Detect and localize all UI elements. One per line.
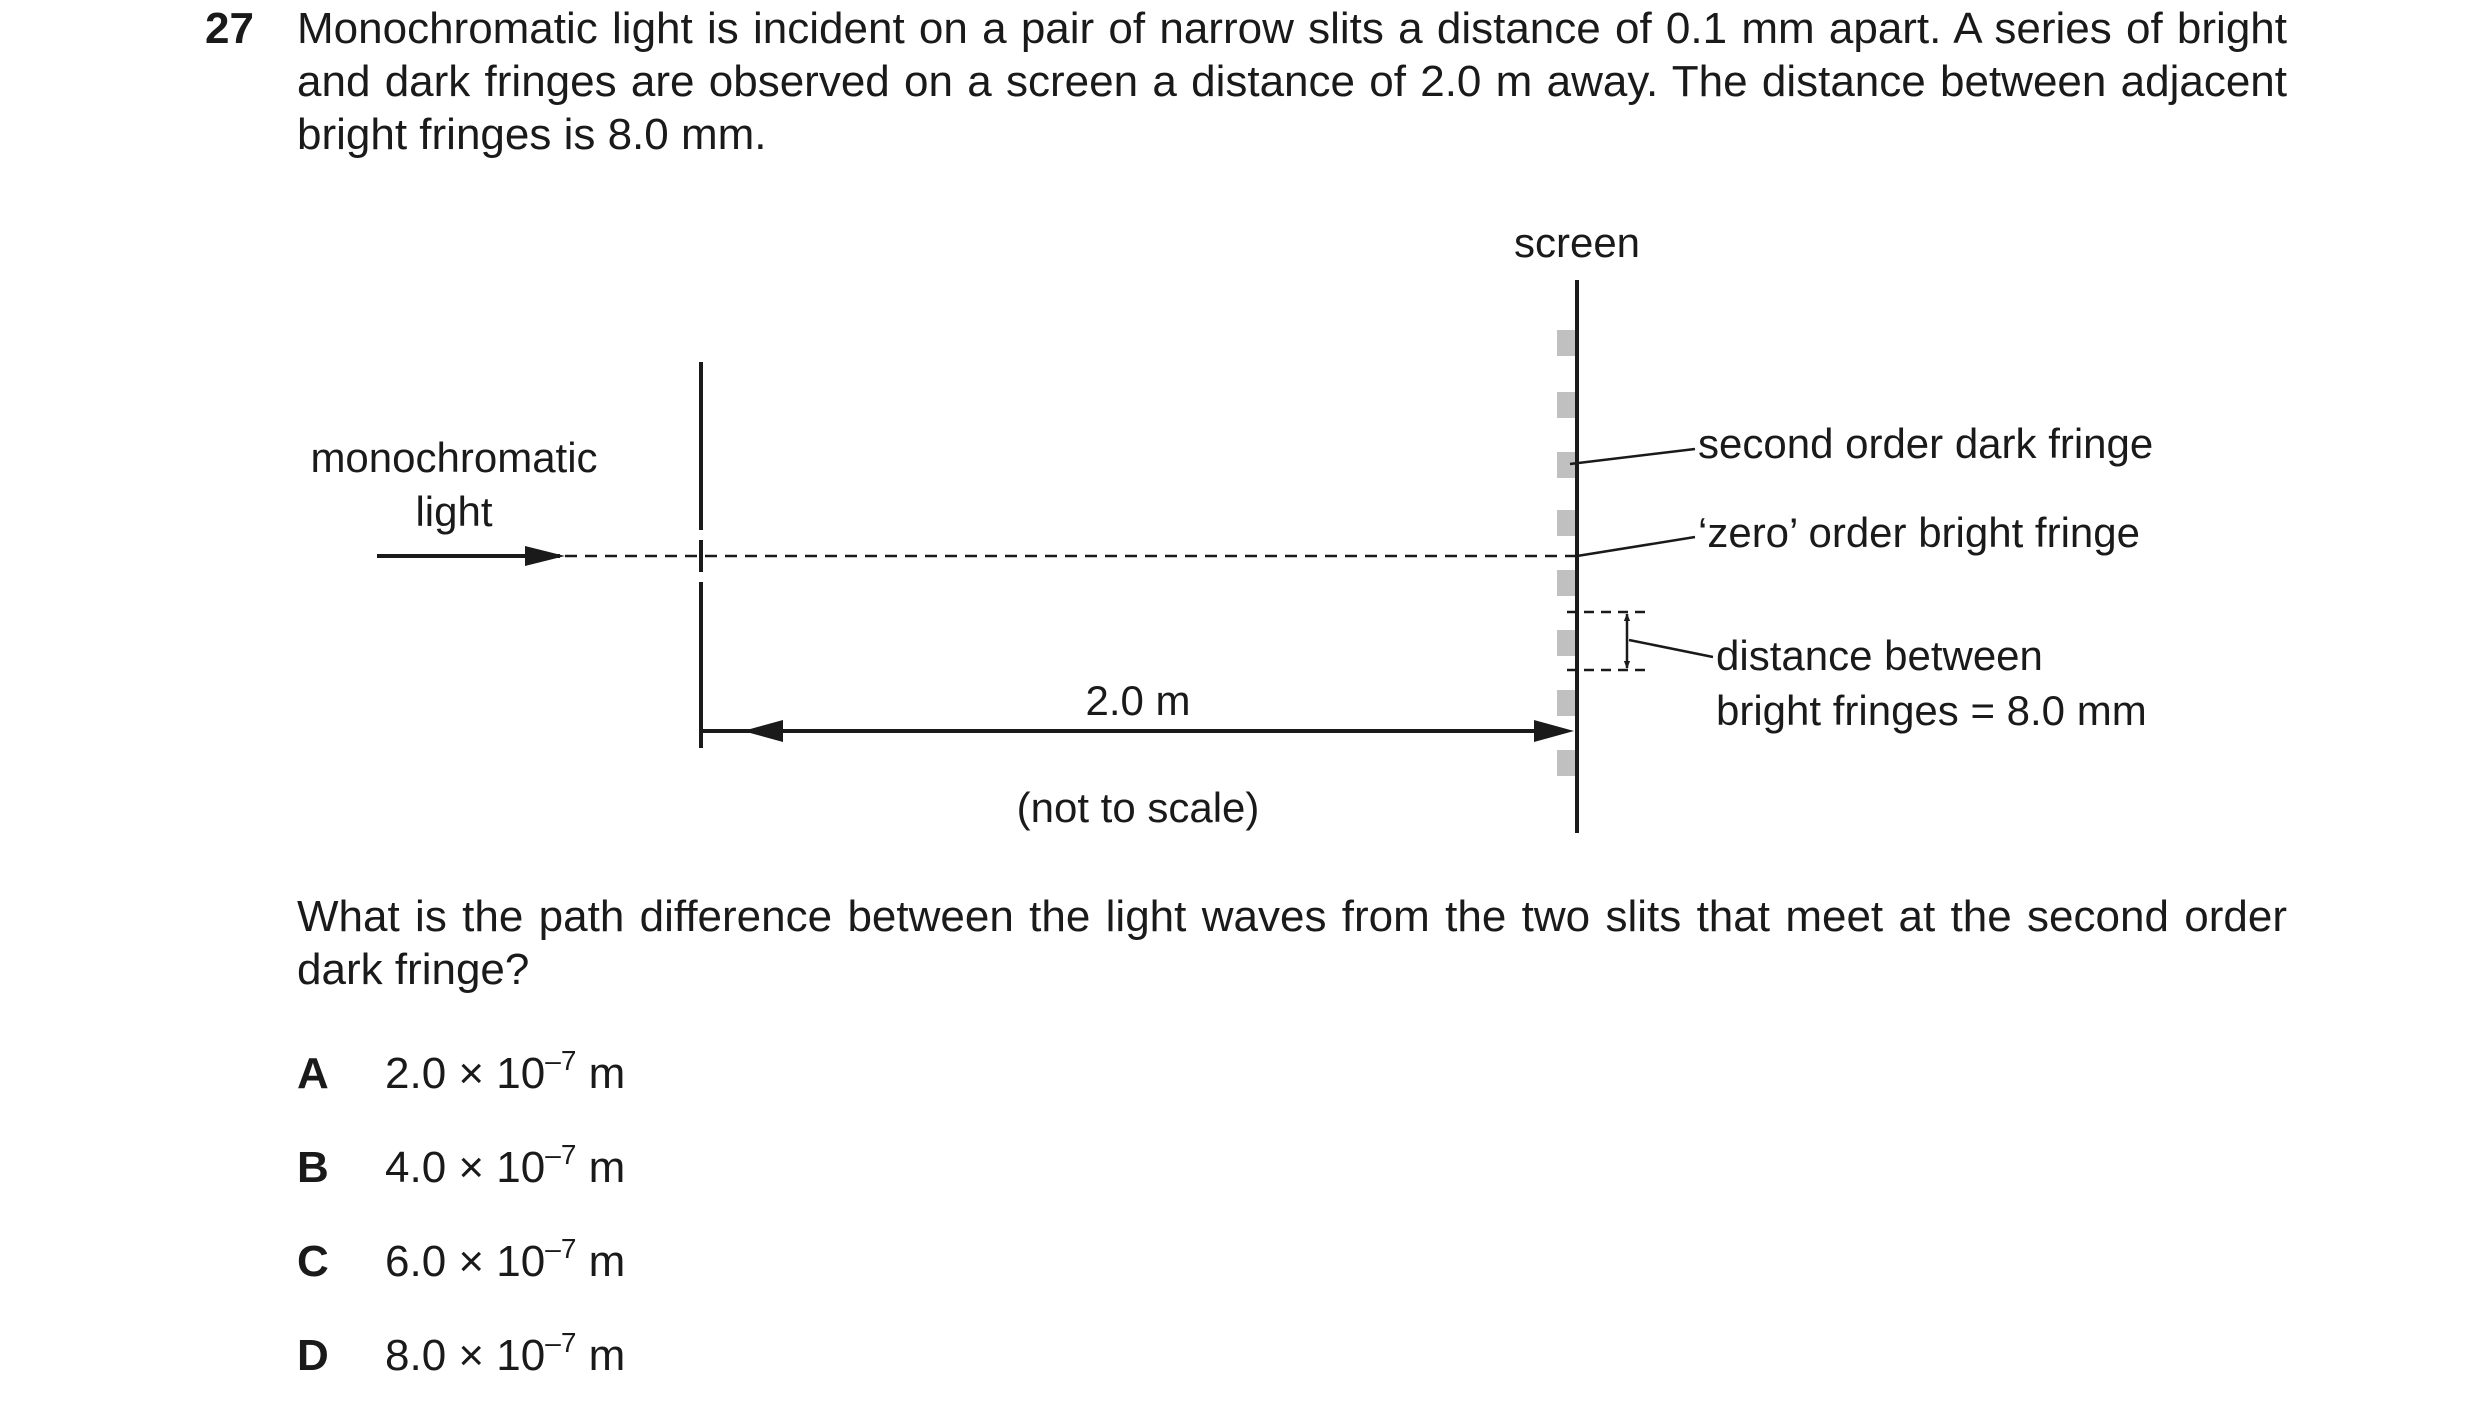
option-letter: D (297, 1331, 329, 1380)
dark-fringe-label: second order dark fringe (1698, 420, 2154, 467)
light-ray-arrowhead (525, 546, 565, 566)
fringe-mark (1557, 630, 1577, 656)
bright-fringe-leader (1577, 537, 1695, 556)
question-stem: Monochromatic light is incident on a pair of narrow slits a distance of 0.1 mm apart. A series of bright and dark fringes are observed on a screen a distance of 2.0 m away. The distance between adjacent bright fringes is 8.0 mm. (297, 4, 2287, 159)
option-value: $8.0 \times 10^{-7}$ m (385, 1327, 626, 1380)
option-value: $4.0 \times 10^{-7}$ m (385, 1139, 626, 1192)
bright-fringe-label: ‘zero’ order bright fringe (1698, 509, 2140, 556)
question-number: 27 (205, 4, 254, 53)
option-value: $6.0 \times 10^{-7}$ m (385, 1233, 626, 1286)
distance-label: 2.0 m (1085, 677, 1191, 724)
fringe-mark (1557, 510, 1577, 536)
light-label-line2: light (415, 488, 493, 535)
option-letter: A (297, 1049, 329, 1098)
light-label-line1: monochromatic (310, 434, 598, 481)
fringe-mark (1557, 330, 1577, 356)
fringe-mark (1557, 392, 1577, 418)
scale-note: (not to scale) (1016, 784, 1260, 831)
screen-label: screen (1513, 219, 1641, 266)
fringe-mark (1557, 690, 1577, 716)
question-prompt: What is the path difference between the light waves from the two slits that meet at the second order dark fringe? (297, 892, 2287, 994)
fringe-mark (1557, 452, 1577, 478)
spacing-label-line2: bright fringes = 8.0 mm (1716, 687, 2147, 734)
spacing-label-line1: distance between (1716, 632, 2043, 679)
distance-arrowhead-right (1534, 720, 1574, 742)
fringe-pattern (1557, 330, 1577, 776)
fringe-mark (1557, 750, 1577, 776)
spacing-leader (1629, 640, 1713, 657)
dark-fringe-leader (1570, 449, 1695, 464)
option-letter: B (297, 1143, 329, 1192)
distance-arrowhead-left (743, 720, 783, 742)
option-letter: C (297, 1237, 329, 1286)
fringe-mark (1557, 570, 1577, 596)
option-value: $2.0 \times 10^{-7}$ m (385, 1045, 626, 1098)
